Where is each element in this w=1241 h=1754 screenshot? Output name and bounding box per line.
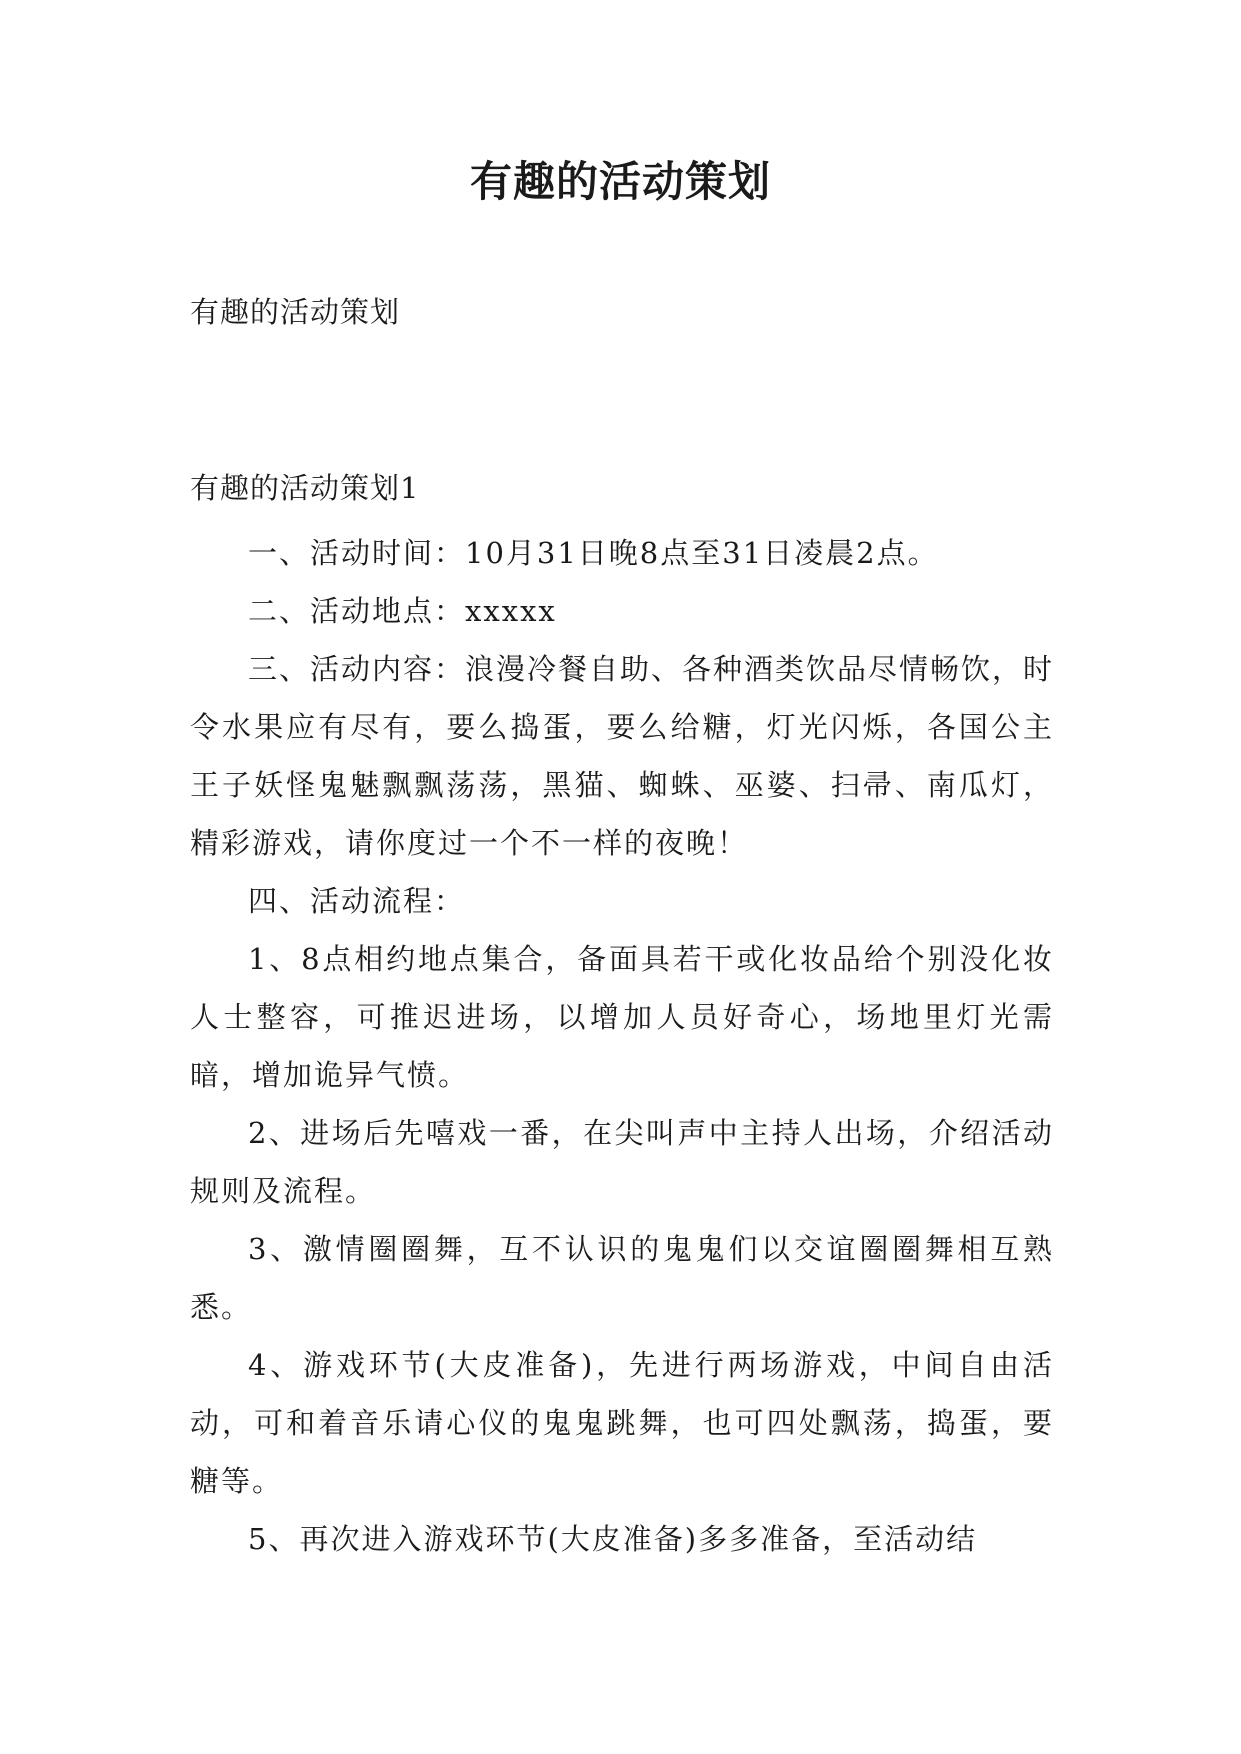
paragraph-activity-process: 四、活动流程： [248,884,466,918]
document-subtitle: 有趣的活动策划 [190,295,401,329]
paragraph-activity-location: 二、活动地点：xxxxx [248,594,557,628]
document-body [190,524,1054,1568]
document-title: 有趣的活动策划 [469,157,771,206]
paragraph-step-1: 1、8点相约地点集合，备面具若干或化妆品给个别没化妆人士整容，可推迟进场，以增加人员好奇心，场地里灯光需暗，增加诡异气愤。 [190,942,1054,1092]
paragraph-step-3: 3、激情圈圈舞，互不认识的鬼鬼们以交谊圈圈舞相互熟悉。 [190,1232,1054,1324]
paragraph-step-2: 2、进场后先嘻戏一番，在尖叫声中主持人出场，介绍活动规则及流程。 [190,1116,1054,1208]
paragraph-activity-content: 三、活动内容：浪漫冷餐自助、各种酒类饮品尽情畅饮，时令水果应有尽有，要么捣蛋，要么给糖，灯光闪烁，各国公主王子妖怪鬼魅飘飘荡荡，黑猫、蜘蛛、巫婆、扫帚、南瓜灯，精彩游戏，请你度过一个不一样的夜晚！ [190,652,1055,860]
section-heading: 有趣的活动策划1 [190,471,420,505]
paragraph-activity-time: 一、活动时间：10月31日晚8点至31日凌晨2点。 [248,536,939,570]
paragraph-step-4: 4、游戏环节(大皮准备)，先进行两场游戏，中间自由活动，可和着音乐请心仪的鬼鬼跳舞，也可四处飘荡，捣蛋，要糖等。 [190,1348,1054,1498]
paragraph-step-5: 5、再次进入游戏环节(大皮准备)多多准备，至活动结 [248,1522,978,1556]
